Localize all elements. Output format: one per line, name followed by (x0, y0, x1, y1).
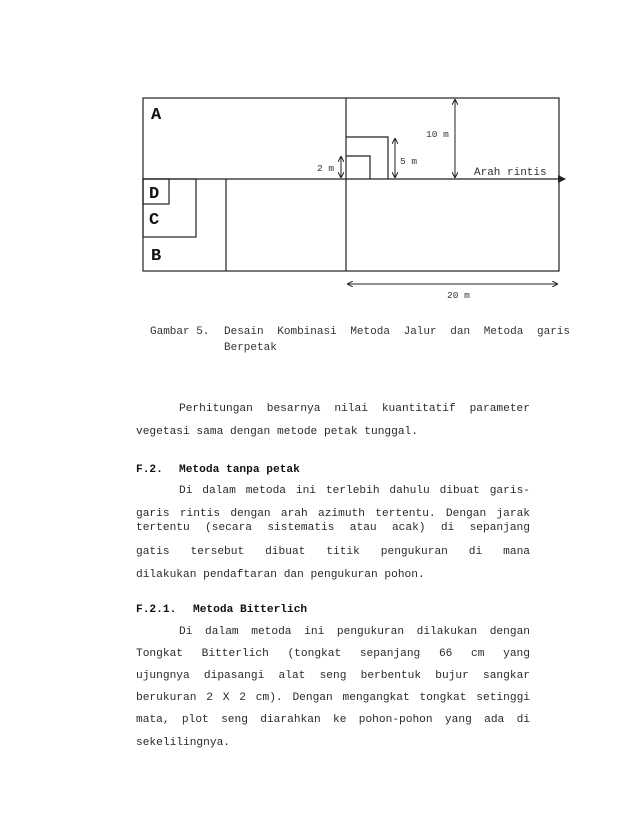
outer-plot-frame (143, 98, 559, 271)
label-2m: 2 m (317, 163, 335, 174)
p2-line-2: garis rintis dengan arah azimuth tertentu. Dengan jarak (136, 508, 530, 520)
label-plot-c: C (149, 211, 160, 230)
p2-line-4: gatis tersebut dibuat titik pengukuran di mana (136, 546, 530, 558)
caption-line-2: Berpetak (224, 342, 277, 354)
p3-line-2-wrap (136, 642, 530, 666)
p2-line-3: tertentu (secara sistematis atau acak) di sepanjang (136, 522, 530, 534)
heading-f21-number: F.2.1. (136, 604, 177, 616)
p1-line-2: vegetasi sama dengan metode petak tunggal. (136, 426, 418, 438)
label-plot-d: D (149, 185, 160, 204)
figure-caption (150, 324, 570, 356)
p2-line-1-wrap (136, 479, 530, 503)
heading-f2-number: F.2. (136, 464, 163, 476)
heading-f2 (136, 462, 300, 478)
p3-line-4: berukuran 2 X 2 cm). Dengan mengangkat tongkat setinggi (136, 692, 530, 704)
p3-line-2: Tongkat Bitterlich (tongkat sepanjang 66 cm yang (136, 648, 530, 660)
p2-line-5-wrap (136, 563, 530, 587)
heading-f2-title: Metoda tanpa petak (179, 464, 300, 476)
plot-2m-outline (346, 156, 370, 179)
p3-line-5: mata, plot seng diarahkan ke pohon-pohon yang ada di (136, 714, 530, 726)
p3-line-3: ujungnya dipasangi alat seng berbentuk bujur sangkar (136, 670, 530, 682)
p3-line-6: sekelilingnya. (136, 737, 230, 749)
p3-line-4-wrap (136, 686, 530, 710)
plot-5m-outline (346, 137, 388, 179)
label-10m: 10 m (426, 129, 449, 140)
p3-line-3-wrap (136, 664, 530, 688)
label-5m: 5 m (400, 156, 418, 167)
p3-line-6-wrap (136, 731, 530, 755)
label-plot-b: B (151, 247, 162, 266)
heading-f21 (136, 602, 307, 618)
p3-line-1: Di dalam metoda ini pengukuran dilakukan dengan (179, 626, 530, 638)
p1-line-1: Perhitungan besarnya nilai kuantitatif parameter (179, 403, 530, 415)
label-arah-rintis: Arah rintis (474, 167, 547, 179)
caption-number: Gambar 5. (150, 326, 210, 338)
p2-line-1: Di dalam metoda ini terlebih dahulu dibuat garis- (179, 485, 530, 497)
caption-line-1: Desain Kombinasi Metoda Jalur dan Metoda garis (224, 326, 570, 338)
heading-f21-title: Metoda Bitterlich (193, 604, 308, 616)
label-20m: 20 m (447, 290, 470, 301)
label-plot-a: A (151, 106, 162, 125)
p2-line-4-wrap (136, 540, 530, 564)
paragraph-1 (136, 397, 530, 421)
p2-line-3-wrap (136, 516, 530, 540)
p3-line-5-wrap (136, 708, 530, 732)
p2-line-5: dilakukan pendaftaran dan pengukuran pohon. (136, 569, 425, 581)
plot-design-diagram (0, 0, 638, 320)
paragraph-1-end (136, 420, 530, 444)
p3-line-1-wrap (136, 620, 530, 644)
